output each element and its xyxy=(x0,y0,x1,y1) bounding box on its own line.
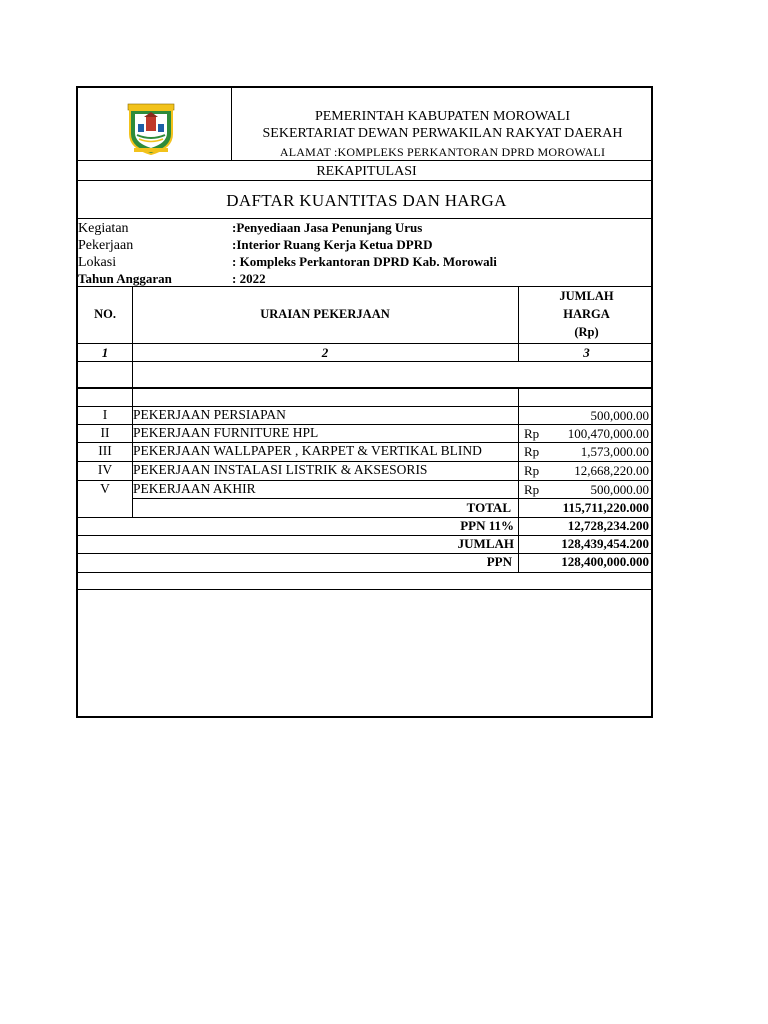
info-value-kegiatan: :Penyediaan Jasa Penunjang Urus xyxy=(232,220,423,235)
column-header-no: NO. xyxy=(94,307,116,321)
row-amount: 12,668,220.00 xyxy=(574,463,649,478)
row-description: PEKERJAAN INSTALASI LISTRIK & AKSESORIS xyxy=(133,462,428,477)
row-no: III xyxy=(98,443,112,458)
ppn-11-amount: 12,728,234.200 xyxy=(567,518,649,533)
rekapitulasi-label: REKAPITULASI xyxy=(316,164,417,179)
info-label-pekerjaan: Pekerjaan xyxy=(78,238,134,253)
ppn-amount: 128,400,000.000 xyxy=(561,554,649,569)
row-currency: Rp xyxy=(524,426,540,441)
column-index-3: 3 xyxy=(583,345,590,360)
row-amount: 1,573,000.00 xyxy=(580,444,649,459)
info-value-tahun: : 2022 xyxy=(232,271,266,286)
info-label-tahun: Tahun Anggaran xyxy=(78,271,172,286)
ppn-11-label: PPN 11% xyxy=(460,518,514,533)
column-index-1: 1 xyxy=(101,345,109,360)
row-amount: 500,000.00 xyxy=(590,482,649,497)
info-label-lokasi: Lokasi xyxy=(78,255,117,270)
column-header-uraian: URAIAN PEKERJAAN xyxy=(260,307,390,321)
row-amount: 100,470,000.00 xyxy=(567,426,649,441)
row-currency: Rp xyxy=(524,444,540,459)
row-currency: Rp xyxy=(524,482,540,497)
row-description: PEKERJAAN PERSIAPAN xyxy=(133,407,286,422)
total-amount: 115,711,220.000 xyxy=(562,500,649,515)
morowali-regency-emblem-icon xyxy=(126,100,176,156)
row-description: PEKERJAAN AKHIR xyxy=(133,481,256,496)
column-header-rp: (Rp) xyxy=(574,325,599,339)
info-value-pekerjaan: :Interior Ruang Kerja Ketua DPRD xyxy=(232,237,433,252)
jumlah-amount: 128,439,454.200 xyxy=(561,536,649,551)
total-label: TOTAL xyxy=(466,500,511,515)
info-label-kegiatan: Kegiatan xyxy=(78,221,129,236)
row-description: PEKERJAAN FURNITURE HPL xyxy=(133,425,319,440)
row-description: PEKERJAAN WALLPAPER , KARPET & VERTIKAL BLIND xyxy=(133,443,482,458)
column-header-jumlah: JUMLAH xyxy=(559,289,614,303)
row-no: V xyxy=(100,481,110,496)
row-no: I xyxy=(102,407,108,422)
row-currency: Rp xyxy=(524,463,540,478)
header-address: ALAMAT :KOMPLEKS PERKANTORAN DPRD MOROWALI xyxy=(279,146,606,157)
document-sheet xyxy=(76,86,653,718)
row-amount: 500,000.00 xyxy=(590,408,649,423)
ppn-label: PPN xyxy=(486,554,512,569)
header-line-1: PEMERINTAH KABUPATEN MOROWALI xyxy=(314,109,571,124)
column-index-2: 2 xyxy=(321,345,329,360)
jumlah-label: JUMLAH xyxy=(457,536,514,551)
header-divider xyxy=(231,88,232,160)
info-value-lokasi: : Kompleks Perkantoran DPRD Kab. Morowali xyxy=(232,254,497,269)
row-no: II xyxy=(100,425,110,440)
document-title: DAFTAR KUANTITAS DAN HARGA xyxy=(226,191,507,210)
header-line-2: SEKERTARIAT DEWAN PERWAKILAN RAKYAT DAERAH xyxy=(262,126,623,141)
row-no: IV xyxy=(97,462,113,477)
column-header-harga: HARGA xyxy=(563,307,610,321)
